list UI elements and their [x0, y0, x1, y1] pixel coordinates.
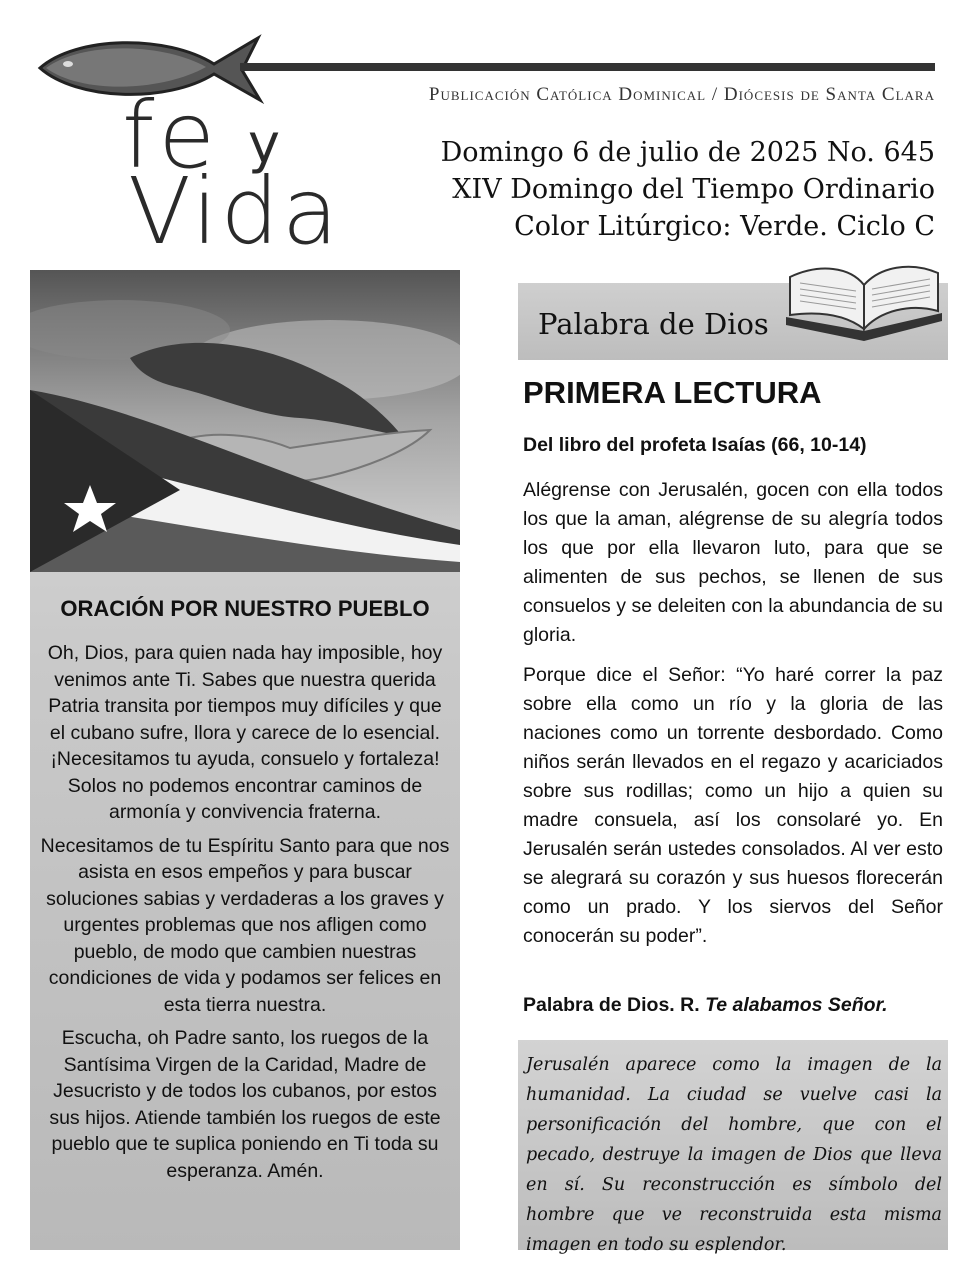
- commentary-box: [518, 1040, 948, 1255]
- acclamation-prefix: Palabra de Dios. R.: [523, 994, 706, 1016]
- reading-body: [523, 476, 943, 962]
- logo-y: y: [248, 112, 280, 175]
- cuba-hands-illustration: [30, 270, 460, 572]
- reading-heading: PRIMERA LECTURA: [523, 375, 822, 410]
- logo-fe: fe: [122, 82, 219, 189]
- prayer-panel: [30, 270, 460, 1250]
- reading-paragraph: Porque dice el Señor: “Yo haré correr la paz sobre ella como un río y la gloria de las naciones como un torrente desbordado. Como niños serán llevados en el regazo y acariciados sobre sus rodillas; como un hijo a quien su madre consuela, así los consolaré yo. En Jerusalén serán ustedes consolados. Al ver esto se alegrará su corazón y sus huesos florecerán como un prado. Y los siervos del Señor conocerán su poder”.: [523, 664, 943, 947]
- prayer-paragraph: Escucha, oh Padre santo, los ruegos de la Santísima Virgen de la Caridad, Madre de Jesucristo y de todos los cubanos, por estos sus hijos. Atiende también los ruegos de este pueblo que te suplica poniendo en Ti toda su esperanza. Amén.: [49, 1027, 441, 1182]
- open-bible-icon: [780, 255, 948, 345]
- prayer-body: [40, 640, 450, 1191]
- prayer-paragraph: Necesitamos de tu Espíritu Santo para que nos asista en esos empeños y para buscar soluciones sabias y verdaderas a los graves y urgentes problemas que nos afligen como pueblo, de modo que cambien nuestras condiciones de vida y podamos ser felices en esta tierra nuestra.: [40, 834, 450, 1016]
- acclamation-response: Te alabamos Señor.: [705, 994, 888, 1016]
- section-label: Palabra de Dios: [538, 307, 769, 341]
- acclamation: [523, 994, 888, 1017]
- prayer-paragraph: Oh, Dios, para quien nada hay imposible, hoy venimos ante Ti. Sabes que nuestra querida Patria transita por tiempos muy difíciles y que el cubano sufre, llora y carece de lo esencial. ¡Necesitamos tu ayuda, consuelo y fortaleza! Solos no podemos encontrar caminos de armonía y convivencia fraterna.: [47, 642, 443, 823]
- publisher-line: Publicación Católica Dominical / Diócesis de Santa Clara: [428, 84, 935, 105]
- masthead-rule: [240, 63, 935, 71]
- issue-date-number: Domingo 6 de julio de 2025 No. 645: [440, 137, 935, 168]
- issue-info: [360, 134, 935, 245]
- commentary-text: Jerusalén aparece como la imagen de la humanidad. La ciudad se vuelve casi la personificación del hombre, que con el pecado, destruye la imagen de Dios que lleva en sí. Su reconstrucción es símbolo del hombre que ve reconstruida esta misma imagen en todo su esplendor.: [526, 1055, 942, 1255]
- reading-paragraph: Alégrense con Jerusalén, gocen con ella todos los que la aman, alégrense de su alegría todos los que por ella llevaron luto, para que se alimenten de sus pechos, se llenen de sus consuelos y se deleiten con la abundancia de su gloria.: [523, 479, 943, 646]
- reading-reference: Del libro del profeta Isaías (66, 10-14): [523, 434, 867, 456]
- issue-liturgical-day: XIV Domingo del Tiempo Ordinario: [452, 174, 935, 205]
- issue-liturgical-color: Color Litúrgico: Verde. Ciclo C: [514, 211, 935, 242]
- logo-vida: Vida: [128, 158, 342, 265]
- prayer-title: ORACIÓN POR NUESTRO PUEBLO: [60, 596, 430, 621]
